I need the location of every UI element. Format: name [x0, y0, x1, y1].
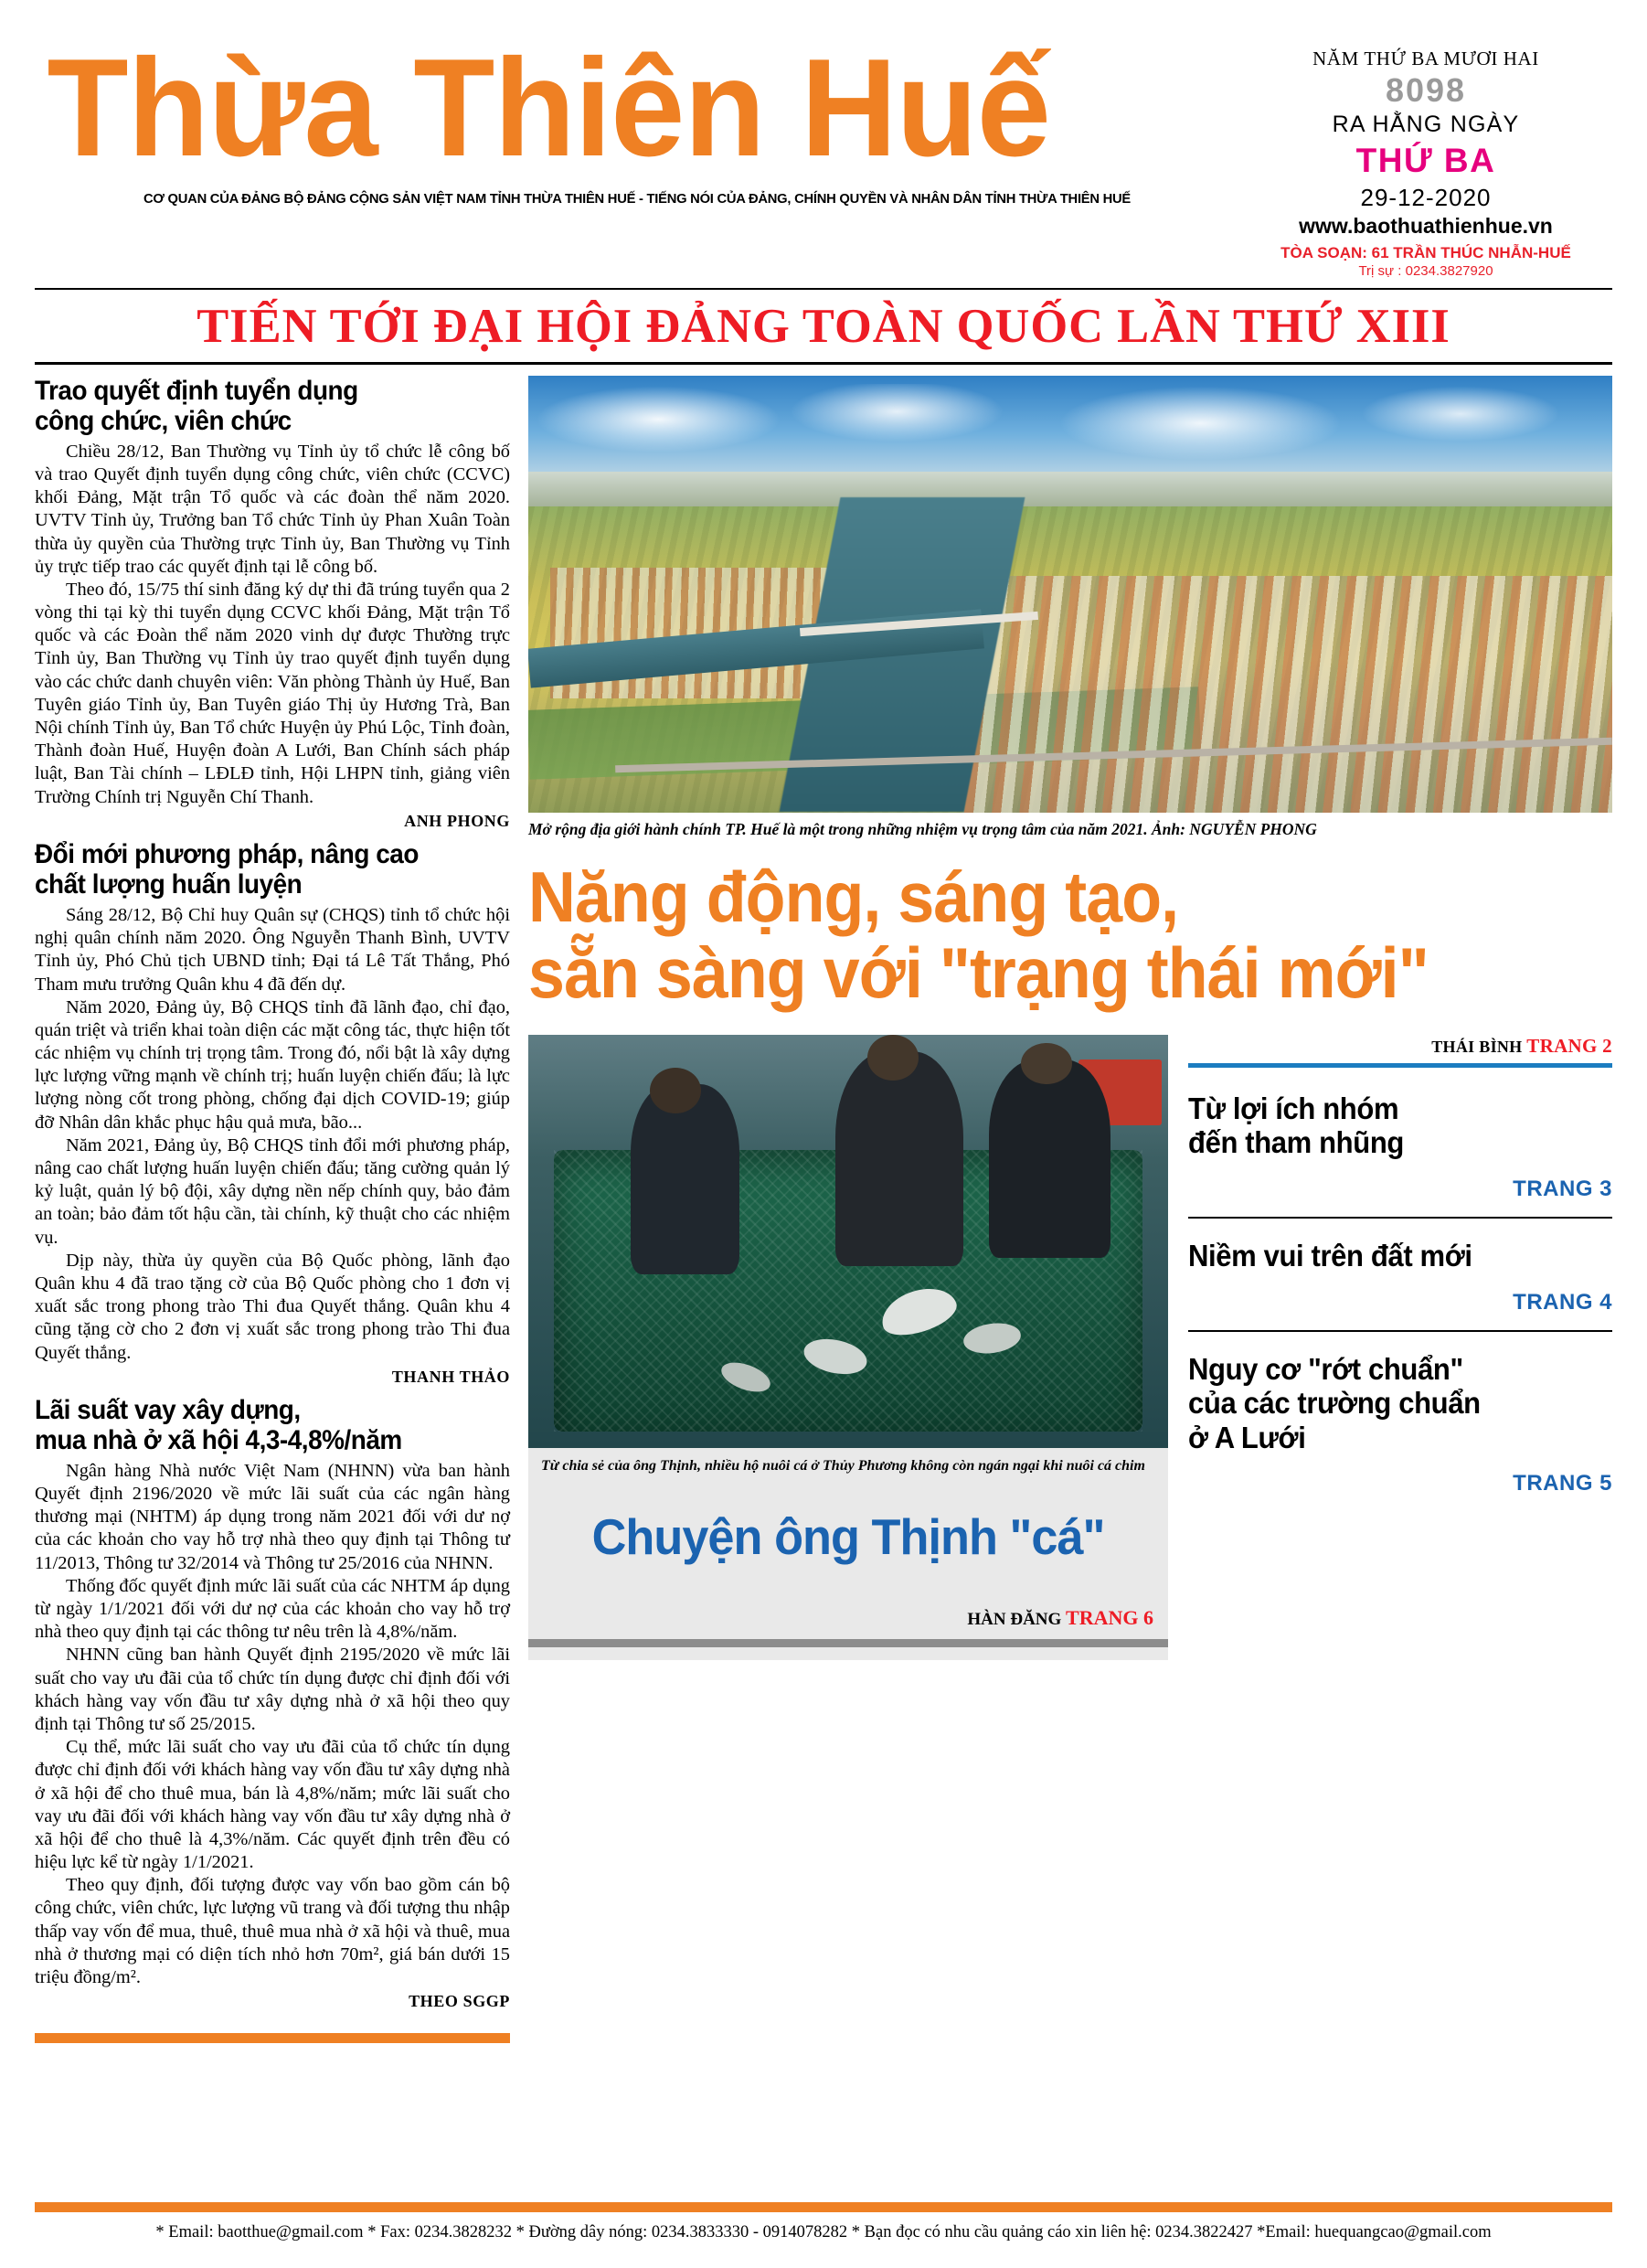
headline-line-1: Lãi suất vay xây dựng,: [35, 1394, 301, 1425]
left-column: [35, 376, 510, 2044]
article-byline: THANH THẢO: [391, 1367, 510, 1386]
left-column-orange-rule: [35, 2033, 510, 2043]
feature-credit-author: HÀN ĐĂNG: [967, 1609, 1062, 1629]
photo-person-left: [631, 1084, 739, 1274]
office-address: TÒA SOẠN: 61 TRẦN THÚC NHẪN-HUẾ: [1280, 243, 1571, 261]
paragraph: Thống đốc quyết định mức lãi suất của các NHTM áp dụng từ ngày 1/1/2021 đối với dư nợ của các khoản cho vay hỗ trợ nhà theo quy định tại các thông tư nêu trên là 4,8%/năm.: [35, 1575, 510, 1643]
sidebar-blue-rule: [1188, 1063, 1612, 1068]
teaser-line-1: Từ lợi ích nhóm: [1188, 1091, 1399, 1125]
lower-section: [528, 1035, 1612, 1660]
article-interest-rate[interactable]: [35, 1395, 510, 2012]
congress-banner: TIẾN TỚI ĐẠI HỘI ĐẢNG TOÀN QUỐC LẦN THỨ XIII: [197, 299, 1450, 353]
issue-number: 8098: [1385, 71, 1467, 109]
feature-article-fish[interactable]: [528, 1035, 1168, 1660]
teaser-headline: [1188, 1352, 1587, 1455]
photo-village-right: [962, 576, 1612, 812]
feature-credit: [528, 1566, 1168, 1630]
lead-headline-line-1: Năng động, sáng tạo,: [528, 857, 1179, 938]
paragraph: Chiều 28/12, Ban Thường vụ Tỉnh ủy tổ chức lễ công bố và trao Quyết định tuyển dụng công chức, viên chức (CCVC) khối Đảng, Mặt trận Tổ quốc và các đoàn thể năm 2020. UVTV Tỉnh ủy, Trưởng ban Tổ chức Tỉnh ủy Phan Xuân Toàn thừa ủy quyền của Thường trực Tỉnh ủy, Ban Thường vụ Tỉnh ủy trực tiếp trao các quyết định tại lễ công bố.: [35, 441, 510, 577]
paragraph: NHNN cũng ban hành Quyết định 2195/2020 về mức lãi suất cho vay ưu đãi của tổ chức tín dụng được chỉ định đối với khách hàng vay vốn đầu tư xây dựng nhà ở xã hội theo quy định tại Thông tư số 25/2015.: [35, 1645, 510, 1734]
banner-divider: [35, 362, 1612, 365]
masthead: [35, 0, 1612, 279]
article-body: [35, 904, 510, 1365]
feature-credit-page[interactable]: TRANG 6: [1066, 1605, 1153, 1629]
teaser-line-2: đến tham nhũng: [1188, 1125, 1404, 1160]
page-footer: [35, 2202, 1612, 2242]
article-headline: [35, 839, 477, 900]
paragraph: Theo quy định, đối tượng được vay vốn bao gồm cán bộ công chức, viên chức, lực lượng vũ trang và đối tượng thu nhập thấp vay vốn để mua, thuê, thuê mua nhà ở xã hội và thuê, mua nhà ở thương mại có diện tích nhỏ hơn 70m², giá bán dưới 15 triệu đồng/m².: [35, 1875, 510, 1988]
article-byline: ANH PHONG: [404, 811, 510, 830]
photo-person-right: [989, 1059, 1110, 1258]
article-headline: [35, 376, 477, 437]
teaser-group-schools[interactable]: [1188, 1352, 1612, 1497]
website-url[interactable]: www.baothuathienhue.vn: [1299, 213, 1553, 238]
paragraph: Sáng 28/12, Bộ Chỉ huy Quân sự (CHQS) tỉnh tổ chức hội nghị quân chính năm 2020. Ông Nguyễn Thanh Bình, UVTV Tỉnh ủy, Phó Chủ tịch UBND tỉnh; Đại tá Lê Tất Thắng, Phó Tham mưu trưởng Quân khu 4 đã đến dự.: [35, 904, 510, 995]
publication-frequency: RA HẰNG NGÀY: [1332, 111, 1520, 137]
publication-date: 29-12-2020: [1360, 183, 1492, 211]
article-training[interactable]: [35, 839, 510, 1387]
headline-line-1: Trao quyết định tuyển dụng: [35, 375, 358, 406]
photo-person-center: [835, 1051, 963, 1266]
teaser-page-ref[interactable]: TRANG 3: [1513, 1177, 1612, 1202]
fish-farming-photo: [528, 1035, 1168, 1448]
paragraph: Năm 2021, Đảng ủy, Bộ CHQS tỉnh đổi mới phương pháp, nâng cao chất lượng huấn luyện chiến đấu; tăng cường quản lý kỷ luật, quản lý bộ đội, xây dựng nền nếp chính quy, bảo đảm an toàn; bảo đảm tốt hậu cần, tài chính, kỹ thuật cho các nhiệm vụ.: [35, 1134, 510, 1248]
weekday-label: THỨ BA: [1355, 141, 1496, 179]
teaser-line-1: Niềm vui trên đất mới: [1188, 1239, 1472, 1273]
masthead-info-block: [1239, 40, 1612, 279]
teaser-line-1: Nguy cơ "rớt chuẩn": [1188, 1351, 1463, 1386]
photo-person-left-head: [650, 1068, 701, 1113]
paragraph: Năm 2020, Đảng ủy, Bộ CHQS tỉnh đã lãnh đạo, chỉ đạo, quán triệt và triển khai toàn diện các mặt công tác, thực hiện tốt các nhiệm vụ chính trị trọng tâm. Trong đó, nổi bật là xây dựng lực lượng vững mạnh về chính trị; huấn luyện chiến đấu; là lực lượng nòng cốt trong phòng, chống đại dịch COVID-19; giúp đỡ Nhân dân khắc phục hậu quả mưa, bão...: [35, 996, 510, 1133]
feature-photo-caption: Từ chia sẻ của ông Thịnh, nhiều hộ nuôi cá ở Thủy Phương không còn ngán ngại khi nuôi cá chim: [541, 1457, 1145, 1474]
footer-contact-line: * Email: baotthue@gmail.com * Fax: 0234.3828232 * Đường dây nóng: 0234.3833330 - 0914078282 * Bạn đọc có nhu cầu quảng cáo xin liên hệ: 0234.3822427 *Email: huequangcao@gmail.com: [155, 2223, 1492, 2241]
teaser-page-ref[interactable]: TRANG 5: [1513, 1471, 1612, 1496]
headline-line-2: mua nhà ở xã hội 4,3-4,8%/năm: [35, 1425, 402, 1456]
newspaper-title: Thừa Thiên Huế: [47, 30, 1050, 186]
teaser-headline: [1188, 1239, 1587, 1273]
feature-headline: Chuyện ông Thịnh "cá": [591, 1507, 1105, 1565]
article-body: [35, 441, 510, 809]
teaser-line-3: ở A Lưới: [1188, 1420, 1306, 1454]
teaser-divider: [1188, 1330, 1612, 1332]
paragraph: Dịp này, thừa ủy quyền của Bộ Quốc phòng, lãnh đạo Quân khu 4 đã trao tặng cờ của Bộ Quốc phòng cho 1 đơn vị xuất sắc trong phong trào Thi đua Quyết thắng. Quân khu 4 cũng tặng cờ cho 2 đơn vị xuất sắc trong phong trào Thi đua Quyết thắng.: [35, 1250, 510, 1363]
teaser-group-newland[interactable]: [1188, 1239, 1612, 1315]
office-phone: Trị sự : 0234.3827920: [1358, 262, 1493, 279]
teaser-page-ref[interactable]: TRANG 4: [1513, 1289, 1612, 1315]
article-recruitment[interactable]: [35, 376, 510, 831]
paragraph: Cụ thể, mức lãi suất cho vay ưu đãi của tổ chức tín dụng được chỉ định đối với khách hàng vay vốn đầu tư xây dựng nhà ở xã hội để cho thuê mua, bán là 4,8%/năm; mức lãi suất cho vay ưu đãi đối với khách hàng vay vốn đầu tư xây dựng nhà ở xã hội để cho thuê là 4,3%/năm. Các quyết định trên đều có hiệu lực kể từ ngày 1/1/2021.: [35, 1737, 510, 1873]
headline-line-2: công chức, viên chức: [35, 406, 292, 437]
article-body: [35, 1460, 510, 1989]
masthead-tagline: CƠ QUAN CỦA ĐẢNG BỘ ĐẢNG CỘNG SẢN VIỆT NAM TỈNH THỪA THIÊN HUẾ - TIẾNG NÓI CỦA ĐẢNG, CHÍNH QUYỀN VÀ NHÂN DÂN TỈNH THỪA THIÊN HUẾ: [143, 190, 1132, 207]
teaser-headline: [1188, 1091, 1587, 1160]
lead-headline-line-2: sẵn sàng với "trạng thái mới": [528, 932, 1429, 1014]
lead-credit-page[interactable]: TRANG 2: [1526, 1034, 1612, 1057]
masthead-left: [35, 30, 1239, 207]
headline-line-2: chất lượng huấn luyện: [35, 869, 303, 900]
photo-person-center-head: [867, 1035, 919, 1081]
article-headline: [35, 1395, 477, 1456]
paragraph: Theo đó, 15/75 thí sinh đăng ký dự thi đã trúng tuyển qua 2 vòng thi tại kỳ thi tuyển dụng CCVC khối Đảng, Mặt trận Tổ quốc và các Đoàn thể năm 2020 vinh dự được Thường trực Tỉnh ủy, Ban Thường vụ Tỉnh ủy trao quyết định tuyển dụng vào các chức danh chuyên viên: Văn phòng Thành ủy Huế, Ban Tuyên giáo Tỉnh ủy, Ban Tuyên giáo Thị ủy Hương Trà, Ban Nội chính Tỉnh ủy, Ban Tổ chức Huyện ủy Phú Lộc, Tỉnh đoàn, Thành đoàn Huế, Huyện đoàn A Lưới, Ban Chính sách pháp luật, Ban Tài chính – LĐLĐ tỉnh, Hội LHPN tỉnh, giảng viên Trường Chính trị Nguyễn Chí Thanh.: [35, 579, 510, 807]
teaser-divider: [1188, 1217, 1612, 1219]
publication-year-label: NĂM THỨ BA MƯƠI HAI: [1312, 48, 1539, 69]
aerial-city-photo: [528, 376, 1612, 813]
photo-person-right-head: [1021, 1043, 1072, 1084]
lead-credit-author: THÁI BÌNH: [1431, 1037, 1523, 1056]
right-column: [528, 376, 1612, 2044]
headline-line-1: Đổi mới phương pháp, nâng cao: [35, 838, 419, 869]
teaser-sidebar: [1188, 1035, 1612, 1660]
lead-headline[interactable]: [528, 857, 1525, 1014]
article-byline: THEO SGGP: [409, 1992, 510, 2011]
teaser-group-interest[interactable]: [1188, 1091, 1612, 1202]
photo-clouds: [528, 384, 1612, 463]
main-photo-caption: Mở rộng địa giới hành chính TP. Huế là một trong những nhiệm vụ trọng tâm của năm 2021. Ảnh: NGUYỄN PHONG: [528, 819, 1317, 838]
teaser-line-2: của các trường chuẩn: [1188, 1386, 1481, 1421]
footer-orange-rule: [35, 2202, 1612, 2212]
paragraph: Ngân hàng Nhà nước Việt Nam (NHNN) vừa ban hành Quyết định 2196/2020 về mức lãi suất của các ngân hàng thương mại (NHTM) áp dụng trong năm 2021 đối với dư nợ của các khoản cho vay hỗ trợ nhà theo quy định tại Thông tư 11/2013, Thông tư 32/2014 và Thông tư 25/2016 của NHNN.: [35, 1460, 510, 1573]
lead-article-credit: [1188, 1035, 1612, 1058]
content-area: [35, 376, 1612, 2044]
feature-bottom-rule: [528, 1639, 1168, 1647]
